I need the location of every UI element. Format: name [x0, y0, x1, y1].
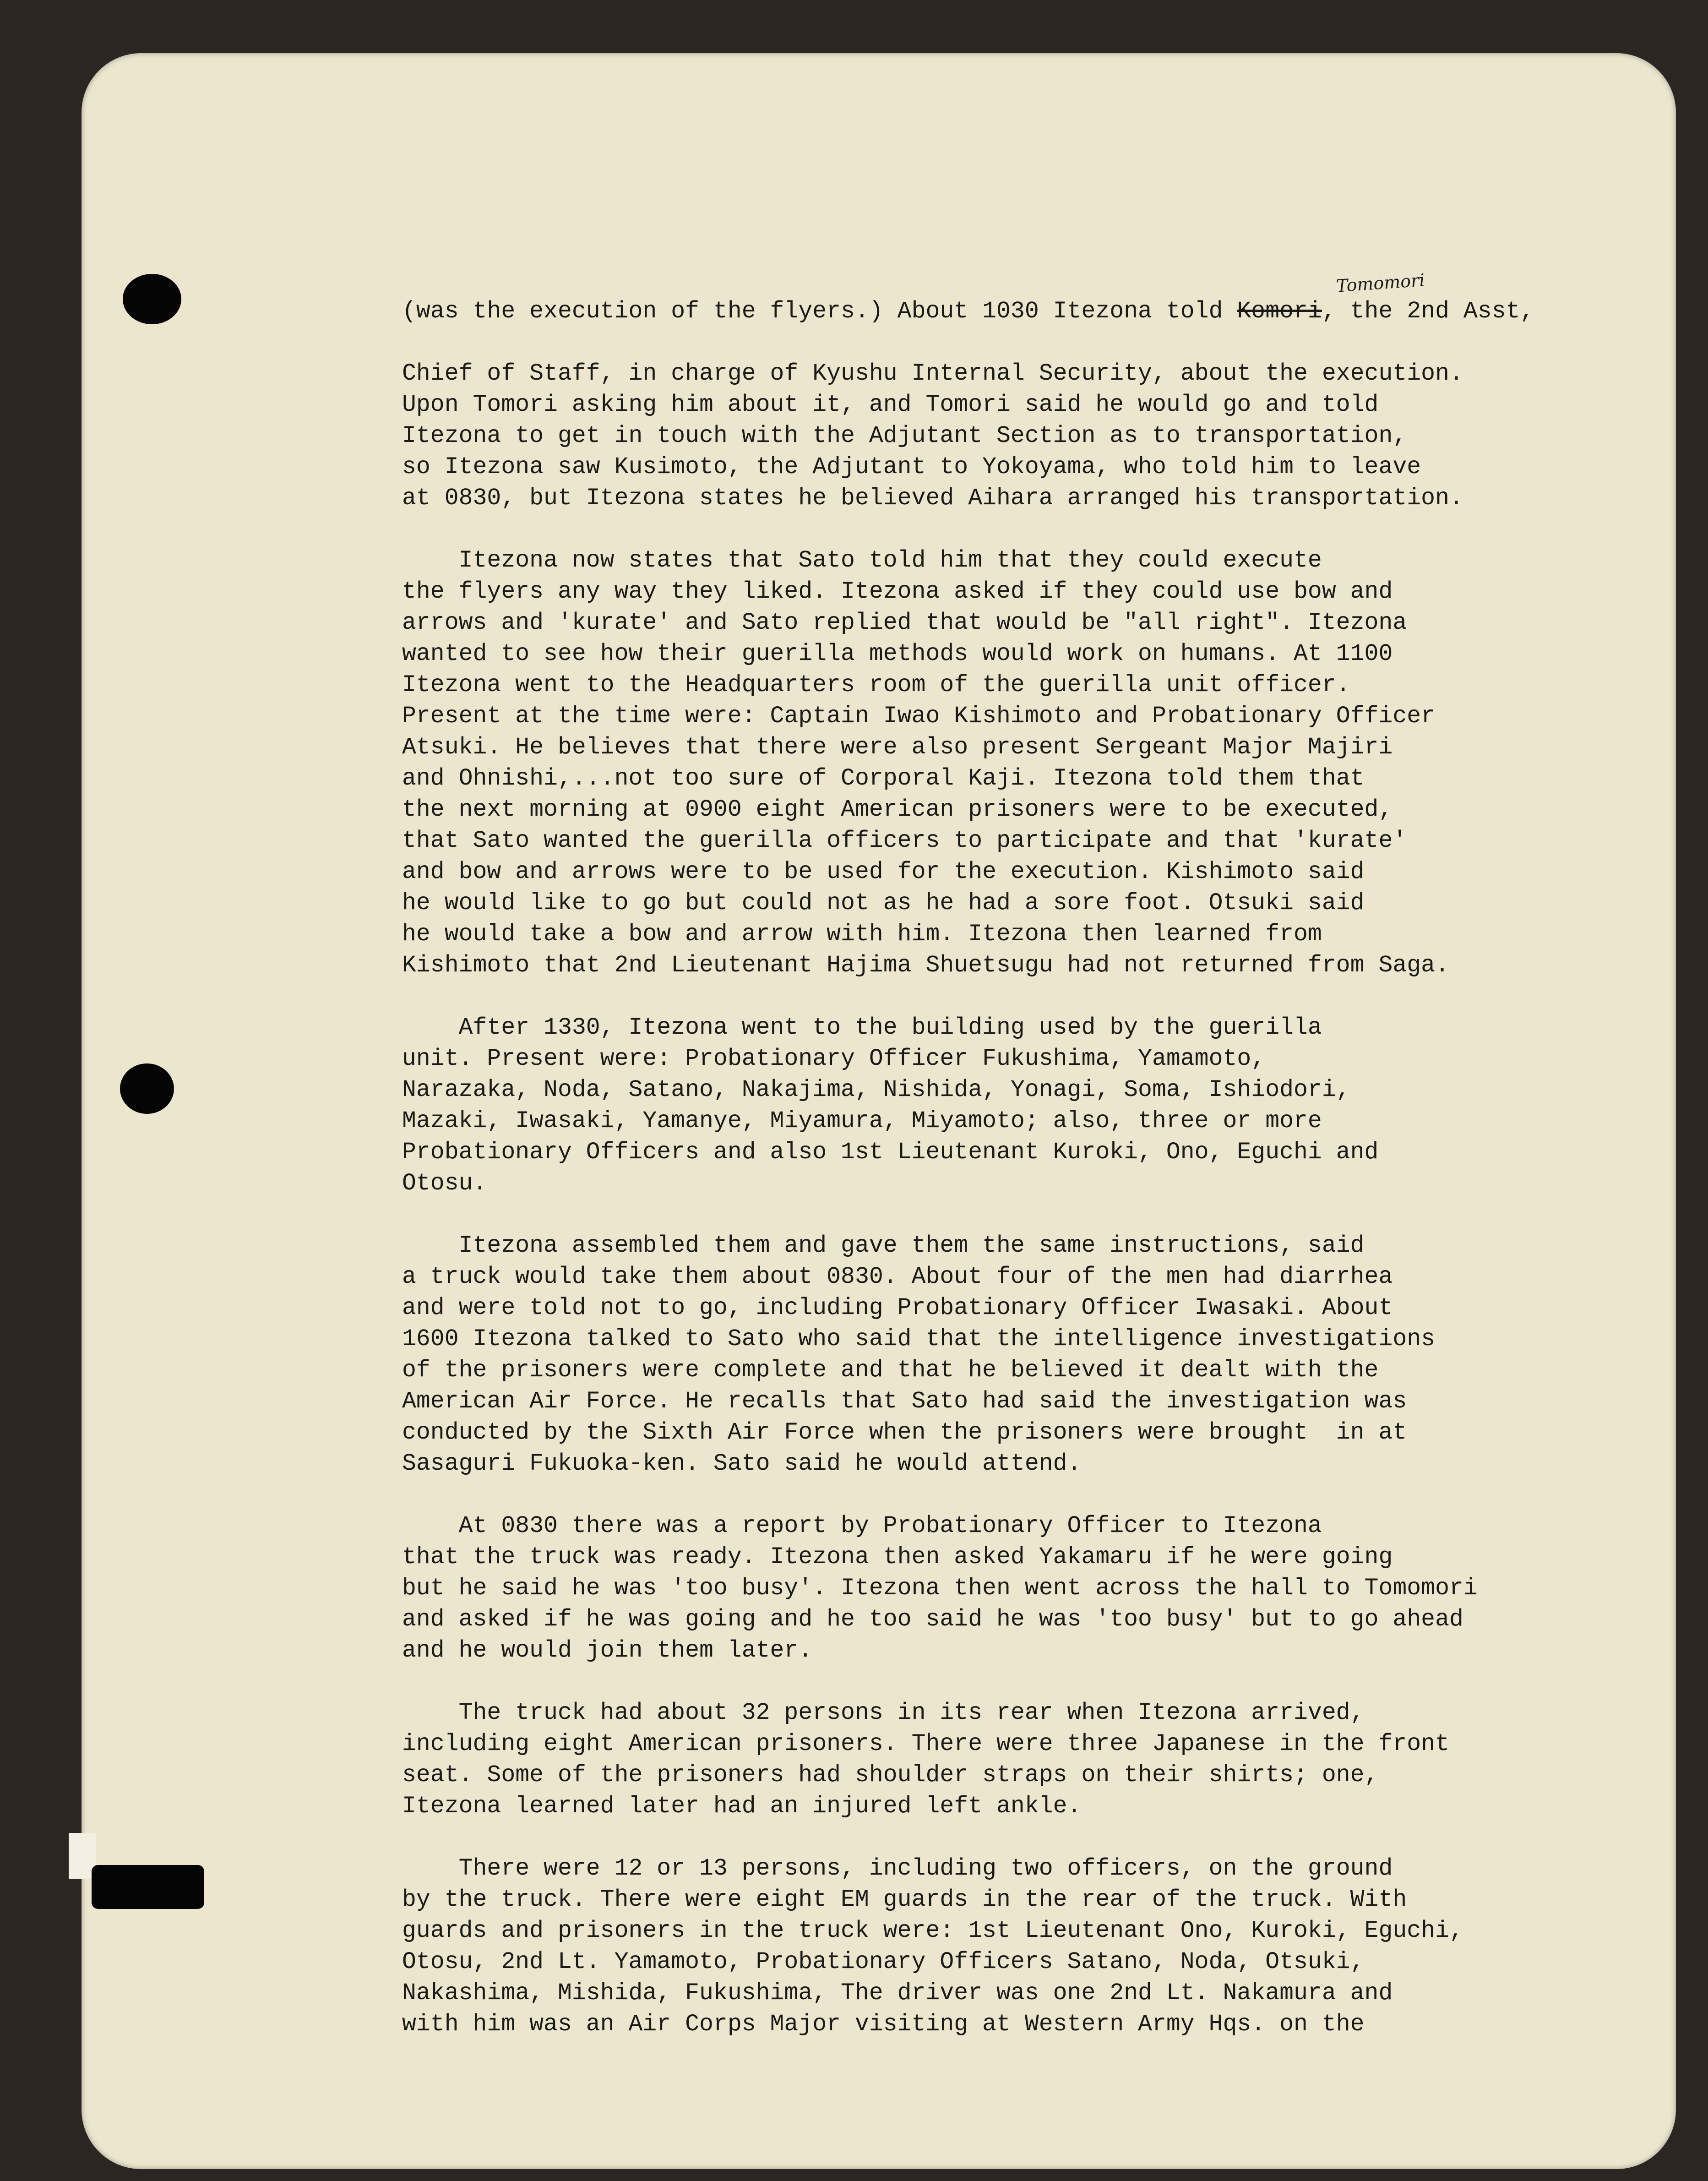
punch-hole-bottom: [92, 1865, 204, 1909]
text-line: Itezona now states that Sato told him that they could execute: [402, 547, 1322, 574]
text-line: The truck had about 32 persons in its rear when Itezona arrived,: [402, 1700, 1365, 1726]
text-line: Narazaka, Noda, Satano, Nakajima, Nishida, Yonagi, Soma, Ishiodori,: [402, 1077, 1350, 1103]
paragraph: [402, 1853, 1638, 2040]
text-line: of the prisoners were complete and that he believed it dealt with the: [402, 1357, 1379, 1384]
text-line: conducted by the Sixth Air Force when the prisoners were brought in at: [402, 1419, 1407, 1446]
first-line-start: (was the execution of the flyers.) About 1030 Itezona told: [402, 298, 1237, 325]
text-line: Present at the time were: Captain Iwao Kishimoto and Probationary Officer: [402, 703, 1436, 730]
text-line: the next morning at 0900 eight American prisoners were to be executed,: [402, 796, 1393, 823]
text-line: Nakashima, Mishida, Fukushima, The driver was one 2nd Lt. Nakamura and: [402, 1980, 1393, 2007]
text-line: Probationary Officers and also 1st Lieutenant Kuroki, Ono, Eguchi and: [402, 1139, 1379, 1166]
text-line: Itezona assembled them and gave them the same instructions, said: [402, 1232, 1365, 1259]
text-line: so Itezona saw Kusimoto, the Adjutant to Yokoyama, who told him to leave: [402, 454, 1421, 480]
text-line: Mazaki, Iwasaki, Yamanye, Miyamura, Miyamoto; also, three or more: [402, 1108, 1322, 1134]
paragraphs: [402, 358, 1638, 2040]
text-line: American Air Force. He recalls that Sato had said the investigation was: [402, 1388, 1407, 1415]
text-line: with him was an Air Corps Major visiting at Western Army Hqs. on the: [402, 2011, 1365, 2038]
text-line: Kishimoto that 2nd Lieutenant Hajima Shuetsugu had not returned from Saga.: [402, 952, 1449, 979]
text-line: Upon Tomori asking him about it, and Tomori said he would go and told: [402, 392, 1379, 418]
text-line: There were 12 or 13 persons, including two officers, on the ground: [402, 1855, 1393, 1882]
text-line: and were told not to go, including Probationary Officer Iwasaki. About: [402, 1295, 1393, 1321]
paragraph: [402, 1697, 1638, 1822]
text-line: After 1330, Itezona went to the building used by the guerilla: [402, 1014, 1322, 1041]
text-line: a truck would take them about 0830. About four of the men had diarrhea: [402, 1264, 1393, 1290]
paragraph: [402, 1510, 1638, 1666]
punch-hole-middle: [120, 1063, 174, 1114]
first-line-end: , the 2nd Asst,: [1322, 298, 1534, 325]
text-line: and asked if he was going and he too said he was 'too busy' but to go ahead: [402, 1606, 1463, 1633]
text-line: at 0830, but Itezona states he believed Aihara arranged his transportation.: [402, 485, 1463, 512]
text-line: Itezona learned later had an injured left ankle.: [402, 1793, 1082, 1820]
paragraph: [402, 1230, 1638, 1479]
document-page: [82, 53, 1676, 2169]
text-line: arrows and 'kurate' and Sato replied that would be "all right". Itezona: [402, 610, 1407, 636]
text-line: by the truck. There were eight EM guards in the rear of the truck. With: [402, 1887, 1407, 1913]
text-line: Itezona to get in touch with the Adjutant Section as to transportation,: [402, 423, 1407, 449]
paragraph: [402, 1012, 1638, 1199]
text-line: and bow and arrows were to be used for the execution. Kishimoto said: [402, 859, 1365, 885]
paragraph: [402, 545, 1638, 981]
handwritten-annotation: Tomomori: [1335, 270, 1425, 296]
text-line: seat. Some of the prisoners had shoulder straps on their shirts; one,: [402, 1762, 1379, 1788]
typed-text-body: [402, 270, 1638, 2040]
struck-word: Komori: [1237, 298, 1322, 325]
text-line: Otosu, 2nd Lt. Yamamoto, Probationary Officers Satano, Noda, Otsuki,: [402, 1949, 1365, 1975]
text-line: and he would join them later.: [402, 1637, 813, 1664]
text-line: including eight American prisoners. There were three Japanese in the front: [402, 1731, 1449, 1757]
text-line: guards and prisoners in the truck were: 1st Lieutenant Ono, Kuroki, Eguchi,: [402, 1918, 1463, 1944]
paragraph: [402, 358, 1638, 514]
text-line: Sasaguri Fukuoka-ken. Sato said he would attend.: [402, 1450, 1082, 1477]
text-line: 1600 Itezona talked to Sato who said that the intelligence investigations: [402, 1326, 1436, 1352]
text-line: unit. Present were: Probationary Officer Fukushima, Yamamoto,: [402, 1046, 1266, 1072]
text-line: At 0830 there was a report by Probationary Officer to Itezona: [402, 1513, 1322, 1539]
text-line: Otosu.: [402, 1170, 487, 1197]
punch-hole-top: [123, 274, 181, 324]
text-line: the flyers any way they liked. Itezona asked if they could use bow and: [402, 578, 1393, 605]
text-line: he would like to go but could not as he had a sore foot. Otsuki said: [402, 890, 1365, 916]
first-line: [402, 270, 1638, 327]
text-line: Chief of Staff, in charge of Kyushu Internal Security, about the execution.: [402, 360, 1463, 387]
text-line: but he said he was 'too busy'. Itezona then went across the hall to Tomomori: [402, 1575, 1478, 1602]
text-line: wanted to see how their guerilla methods would work on humans. At 1100: [402, 641, 1393, 667]
text-line: he would take a bow and arrow with him. Itezona then learned from: [402, 921, 1322, 948]
text-line: Itezona went to the Headquarters room of the guerilla unit officer.: [402, 672, 1350, 698]
text-line: and Ohnishi,...not too sure of Corporal Kaji. Itezona told them that: [402, 765, 1365, 792]
text-line: Atsuki. He believes that there were also present Sergeant Major Majiri: [402, 734, 1393, 761]
text-line: that Sato wanted the guerilla officers to participate and that 'kurate': [402, 828, 1407, 854]
text-line: that the truck was ready. Itezona then asked Yakamaru if he were going: [402, 1544, 1393, 1570]
